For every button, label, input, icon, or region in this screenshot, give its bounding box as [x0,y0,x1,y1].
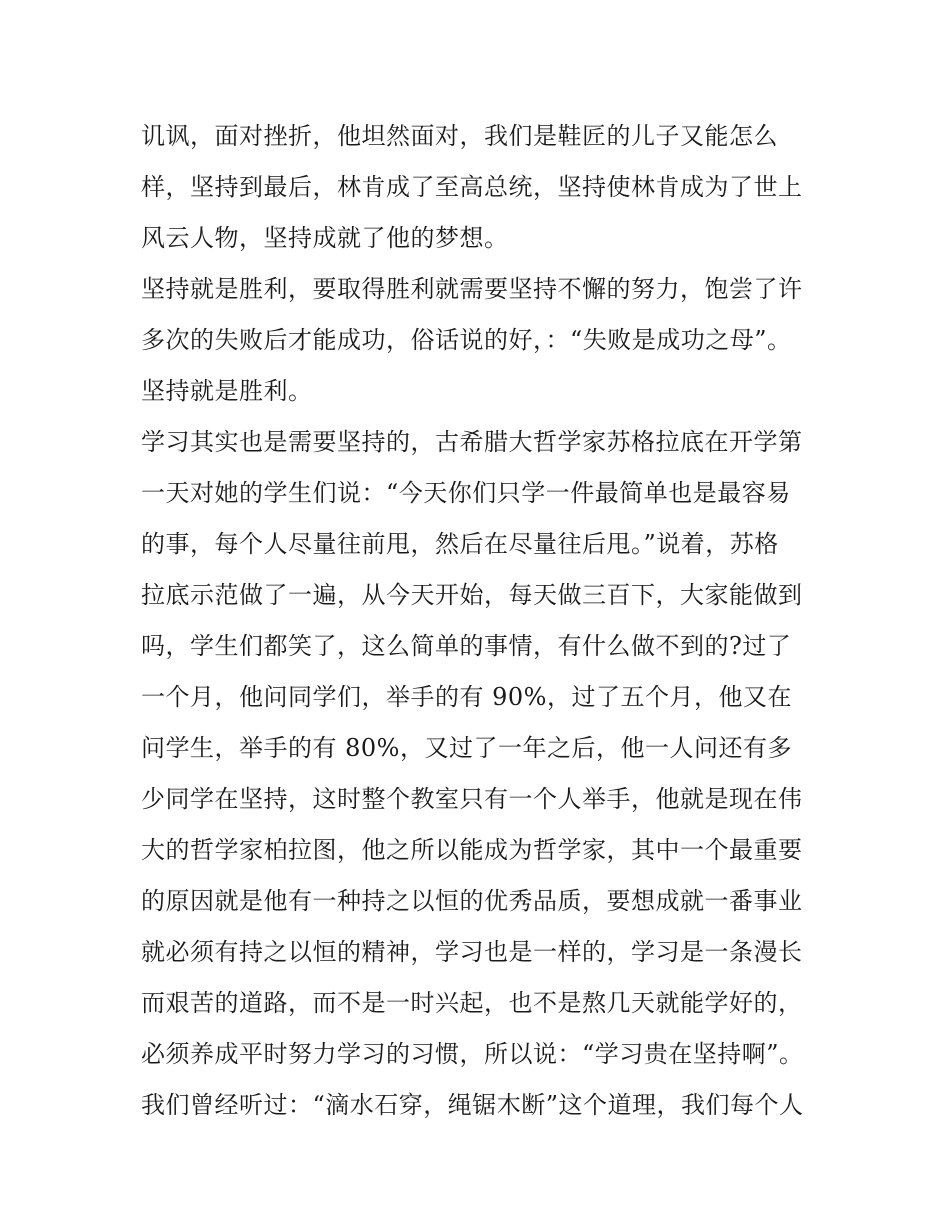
text-line: 的事，每个人尽量往前甩，然后在尽量往后甩。”说着，苏格 [141,530,779,558]
text-line: 一天对她的学生们说：“今天你们只学一件最简单也是最容易 [141,479,791,507]
text-line: 一个月，他问同学们，举手的有 90%，过了五个月，他又在 [141,683,792,711]
text-line: 就必须有持之以恒的精神，学习也是一样的，学习是一条漫长 [141,938,803,966]
body-text [141,111,821,1131]
text-line: 样，坚持到最后，林肯成了至高总统，坚持使林肯成为了世上 [141,173,803,201]
text-line: 我们曾经听过：“滴水石穿，绳锯木断”这个道理，我们每个人 [141,1091,804,1119]
text-line: 多次的失败后才能成功，俗话说的好，：“失败是成功之母”。 [141,326,792,354]
text-line: 少同学在坚持，这时整个教室只有一个人举手，他就是现在伟 [141,785,803,813]
text-line: 必须养成平时努力学习的习惯，所以说：“学习贵在坚持啊”。 [141,1040,804,1068]
text-line: 学习其实也是需要坚持的，古希腊大哲学家苏格拉底在开学第 [141,428,803,456]
text-line: 坚持就是胜利，要取得胜利就需要坚持不懈的努力，饱尝了许 [141,275,803,303]
text-line: 坚持就是胜利。 [141,377,313,405]
text-line: 问学生，举手的有 80%，又过了一年之后，他一人问还有多 [141,734,792,762]
text-line: 拉底示范做了一遍，从今天开始，每天做三百下，大家能做到 [141,581,803,609]
text-line: 吗，学生们都笑了，这么简单的事情，有什么做不到的?过了 [141,632,792,660]
text-line: 讥讽，面对挫折，他坦然面对，我们是鞋匠的儿子又能怎么 [141,122,778,150]
text-line: 而艰苦的道路，而不是一时兴起，也不是熬几天就能学好的， [141,989,803,1017]
text-line: 的原因就是他有一种持之以恒的优秀品质，要想成就一番事业 [141,887,803,915]
text-line: 大的哲学家柏拉图，他之所以能成为哲学家，其中一个最重要 [141,836,803,864]
text-line: 风云人物，坚持成就了他的梦想。 [141,224,509,252]
